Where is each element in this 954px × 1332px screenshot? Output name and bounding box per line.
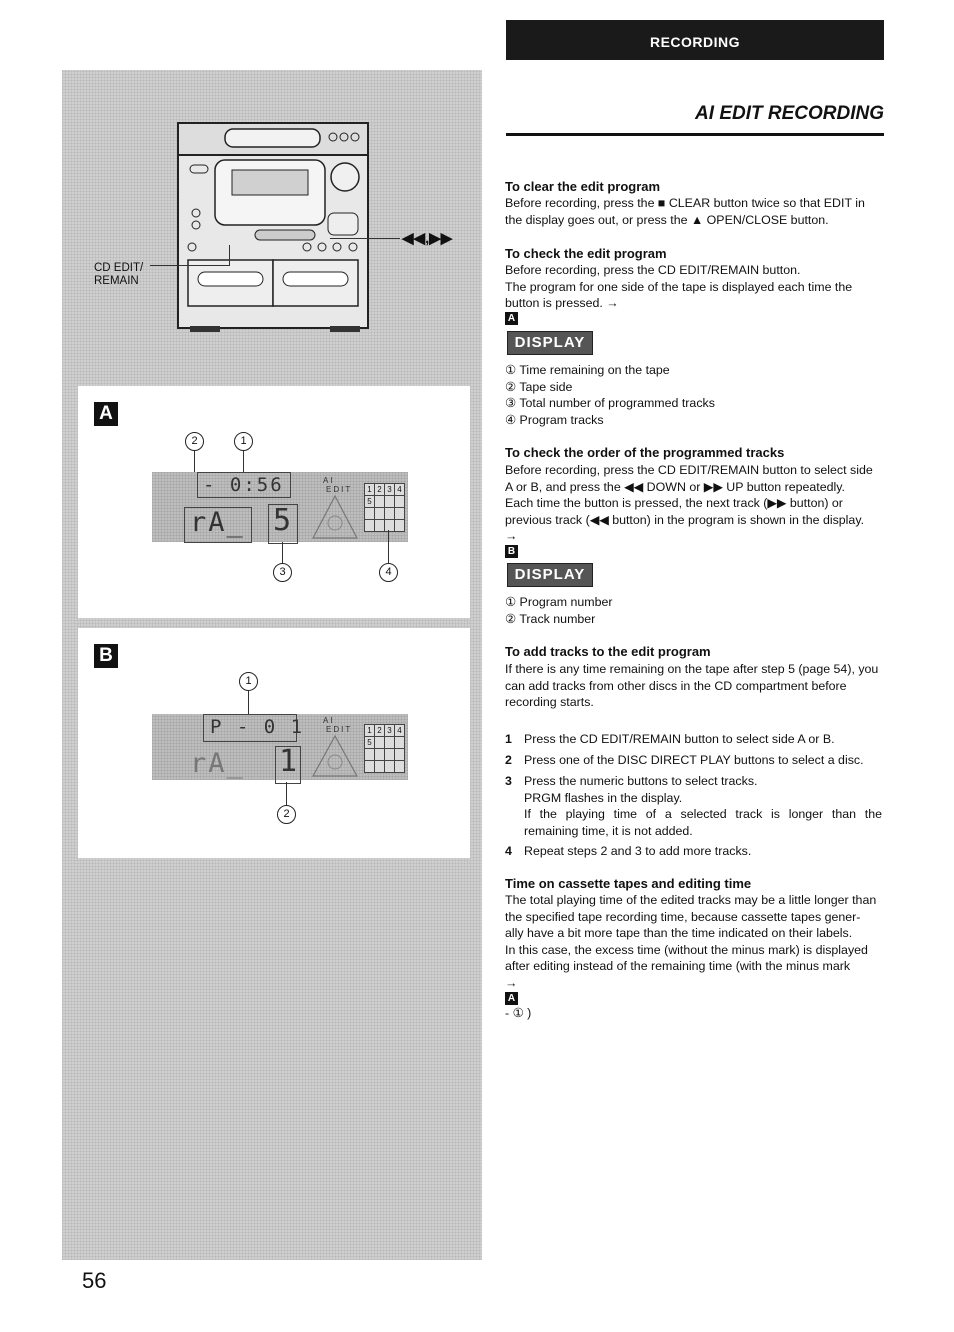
grid-cell — [375, 496, 385, 508]
ref-badge-b: B — [505, 545, 518, 558]
cassette-heading: Time on cassette tapes and editing time — [505, 876, 752, 891]
clear-heading: To clear the edit program — [505, 179, 661, 194]
skip-buttons-symbol: ◀◀,▶▶ — [402, 230, 453, 247]
list-item: ③ Total number of programmed tracks — [505, 396, 715, 411]
text-line: The program for one side of the tape is displayed each time the — [505, 279, 853, 294]
text-line: Before recording, press the ■ CLEAR button twice so that EDIT in — [505, 196, 865, 210]
display-a-list — [505, 362, 715, 428]
step-2 — [505, 752, 882, 769]
text-line: The total playing time of the edited tracks may be a little longer than — [505, 893, 877, 907]
lcd-b-edit: EDIT — [326, 725, 353, 734]
ref-badge-a2: A — [505, 992, 518, 1005]
stereo-unit-illustration — [170, 115, 380, 340]
step-number: 1 — [505, 732, 512, 746]
add-paragraph — [505, 661, 882, 711]
grid-cell — [375, 761, 385, 773]
display-b-list — [505, 594, 613, 627]
step-number: 2 — [505, 753, 512, 767]
grid-cell — [395, 737, 405, 749]
cd-edit-remain-label — [94, 262, 143, 288]
section-header-bar — [506, 20, 884, 60]
display-badge-a: DISPLAY — [507, 331, 593, 355]
text-line: the display goes out, or press the ▲ OPEN/CLOSE button. — [505, 212, 829, 227]
callout-b-2: 2 — [277, 805, 296, 824]
grid-cell: 3 — [385, 484, 395, 496]
callout-1: 1 — [234, 432, 253, 451]
cd-edit-label-line1: CD EDIT/ — [94, 262, 144, 274]
list-item: ② Track number — [505, 611, 596, 626]
add-heading: To add tracks to the edit program — [505, 644, 711, 659]
step-4 — [505, 843, 882, 860]
list-item: ① Time remaining on the tape — [505, 363, 670, 377]
grid-cell: 4 — [395, 725, 405, 737]
panel-a-label: A — [94, 402, 118, 426]
callout-4-line — [388, 530, 389, 564]
step-number: 3 — [505, 774, 512, 788]
grid-cell — [395, 749, 405, 761]
step-1 — [505, 731, 882, 748]
text-line: If there is any time remaining on the tape after step 5 (page 54), you — [505, 662, 879, 676]
lcd-a-edit: EDIT — [326, 485, 353, 494]
grid-cell — [365, 520, 375, 532]
lcd-b-ai: AI — [323, 716, 335, 725]
check-paragraph — [505, 262, 882, 325]
grid-cell: 1 — [365, 725, 375, 737]
grid-cell — [395, 520, 405, 532]
grid-cell — [365, 761, 375, 773]
grid-cell: 5 — [365, 496, 375, 508]
list-item: ① Program number — [505, 595, 613, 609]
grid-cell: 3 — [385, 725, 395, 737]
list-item: ④ Program tracks — [505, 412, 604, 427]
lcd-a-count: 5 — [273, 503, 294, 538]
check-heading: To check the edit program — [505, 246, 667, 261]
grid-cell — [395, 496, 405, 508]
order-paragraph — [505, 462, 882, 558]
lcd-a-ai: AI — [323, 476, 335, 485]
text-line: ally have a bit more tape than the time indicated on their labels. — [505, 926, 853, 941]
list-item: ② Tape side — [505, 379, 573, 394]
text-line: button is pressed. → A — [505, 296, 619, 324]
callout-4: 4 — [379, 563, 398, 582]
cassette-paragraph — [505, 892, 882, 1021]
step-text: remaining time, it is not added. — [524, 823, 693, 838]
grid-cell — [365, 508, 375, 520]
callout-1-line — [243, 451, 244, 473]
text-line: can add tracks from other discs in the CD compartment before — [505, 678, 847, 693]
section-header-title: RECORDING — [649, 34, 741, 50]
grid-cell — [385, 761, 395, 773]
ref-badge-a: A — [505, 312, 518, 325]
lcd-a-time: - 0:56 — [203, 474, 284, 496]
cd-edit-label-line2: REMAIN — [94, 275, 139, 287]
text-line: → B — [505, 529, 518, 557]
page-title: AI EDIT RECORDING — [695, 103, 884, 124]
text-line: Each time the button is pressed, the next track (▶▶ button) or — [505, 496, 843, 511]
grid-cell — [375, 508, 385, 520]
grid-cell: 2 — [375, 484, 385, 496]
text-line: after editing instead of the remaining time (with the minus mark — [505, 959, 851, 974]
title-rule — [506, 133, 884, 136]
cd-edit-pointer-line-v — [229, 245, 230, 266]
grid-cell: 2 — [375, 725, 385, 737]
text-line: recording starts. — [505, 695, 594, 710]
step-text: Repeat steps 2 and 3 to add more tracks. — [524, 844, 752, 858]
grid-cell — [385, 508, 395, 520]
text-line: previous track (◀◀ button) in the program is shown in the display. — [505, 512, 865, 527]
step-text: Press the numeric buttons to select tracks. — [524, 774, 758, 788]
lcd-a-disc-indicator — [310, 493, 360, 541]
callout-3-line — [282, 542, 283, 564]
lcd-b-track-grid — [364, 724, 405, 773]
grid-cell — [375, 749, 385, 761]
callout-2: 2 — [185, 432, 204, 451]
callout-b-2-line — [286, 782, 287, 806]
grid-cell — [385, 520, 395, 532]
order-heading: To check the order of the programmed tracks — [505, 445, 785, 460]
callout-b-1-line — [248, 691, 249, 715]
clear-paragraph — [505, 195, 882, 228]
text-line: Before recording, press the CD EDIT/REMAIN button. — [505, 263, 801, 277]
page-number: 56 — [82, 1268, 107, 1293]
lcd-a-side: rA_ — [190, 507, 245, 538]
grid-cell — [385, 496, 395, 508]
grid-cell: 1 — [365, 484, 375, 496]
callout-3: 3 — [273, 563, 292, 582]
grid-cell: 4 — [395, 484, 405, 496]
skip-pointer-line — [330, 238, 400, 239]
grid-cell — [375, 737, 385, 749]
grid-cell — [385, 737, 395, 749]
step-3 — [505, 773, 882, 839]
panel-b-label: B — [94, 644, 118, 668]
cd-edit-pointer-line — [150, 265, 230, 266]
text-line: A or B, and press the ◀◀ DOWN or ▶▶ UP button repeatedly. — [505, 479, 845, 494]
text-line: the specified tape recording time, because cassette tapes gener- — [505, 909, 861, 924]
lcd-b-program: P - 0 1 — [210, 716, 305, 738]
callout-b-1: 1 — [239, 672, 258, 691]
lcd-b-side: rA_ — [190, 748, 245, 779]
grid-cell — [365, 749, 375, 761]
grid-cell — [395, 761, 405, 773]
text-line: → A - ① ) — [505, 975, 532, 1020]
lcd-a-track-grid — [364, 483, 405, 532]
lcd-b-track: 1 — [279, 744, 300, 779]
step-text: If the playing time of a selected track is longer than the — [524, 807, 882, 822]
grid-cell: 5 — [365, 737, 375, 749]
text-line: In this case, the excess time (without the minus mark) is displayed — [505, 942, 868, 957]
step-text: Press the CD EDIT/REMAIN button to select side A or B. — [524, 732, 835, 746]
display-badge-b: DISPLAY — [507, 563, 593, 587]
grid-cell — [375, 520, 385, 532]
lcd-b-disc-indicator — [310, 733, 360, 779]
grid-cell — [385, 749, 395, 761]
step-number: 4 — [505, 844, 512, 858]
grid-cell — [395, 508, 405, 520]
step-text: PRGM flashes in the display. — [524, 790, 683, 805]
step-text: Press one of the DISC DIRECT PLAY buttons to select a disc. — [524, 753, 864, 767]
text-line: Before recording, press the CD EDIT/REMAIN button to select side — [505, 463, 873, 477]
